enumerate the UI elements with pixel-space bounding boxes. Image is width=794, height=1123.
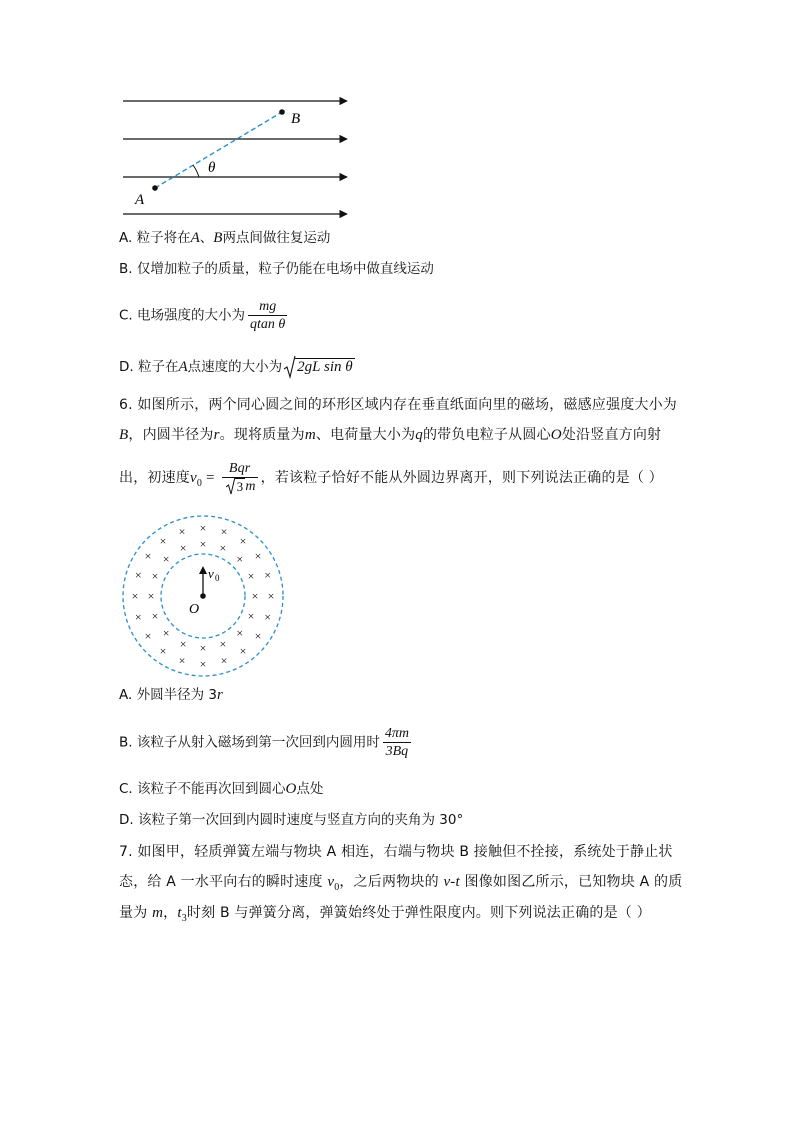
text: ，之后两物块的 [339,874,444,890]
field-cross: × [159,534,167,548]
var: v [327,874,335,890]
radicand: 3 [236,479,244,494]
field-cross: × [247,569,255,584]
field-cross: × [151,608,159,623]
label-o: O [189,602,200,617]
var: m [152,905,164,921]
text: 点速度的大小为 [187,359,283,375]
fraction [248,298,287,333]
q5-option-c [119,298,290,333]
field-cross: × [236,552,244,567]
subscript: 3 [181,912,187,924]
text: 处沿竖直方向射 [561,427,662,443]
field-cross: × [199,537,207,551]
q6-stem-line2 [119,425,661,445]
var: O [285,781,297,797]
text: 时刻 B 与弹簧分离，弹簧始终处于弹性限度内。则下列说法正确的是（ ） [186,905,651,921]
denominator [222,478,258,496]
text: 量为 [119,905,153,921]
field-cross: × [147,589,155,603]
var: t [177,905,182,921]
label-b: B [291,111,301,127]
center-point [200,593,206,599]
field-cross: × [239,644,247,658]
field-cross: × [162,552,170,567]
point-b [279,109,285,115]
denominator: qtan θ [250,317,286,332]
radicand: 2gL sin θ [297,359,353,375]
field-cross: × [264,568,272,582]
q5-option-d [119,357,355,377]
equals: = [202,470,219,486]
field-cross: × [178,524,186,539]
label-v-sub: 0 [215,573,220,583]
q5-option-a [119,228,330,248]
text: ，若该粒子恰好不能从外圆边界离开，则下列说法正确的是（ ） [260,470,663,486]
var: v-t [443,874,460,890]
numerator: Bqr [222,460,258,478]
field-cross: × [151,569,159,584]
q6-option-b [119,725,414,760]
field-cross: × [199,521,207,535]
text: 。现将质量为 [219,427,305,443]
numerator: mg [248,298,287,316]
var: m [304,427,316,443]
text: C. 该粒子不能再次回到圆心 [119,781,286,797]
label-v: v [208,566,214,581]
label-a: A [135,192,145,208]
radical-sign [284,355,296,379]
field-cross: × [239,534,247,548]
var: B [213,230,223,246]
text: 、 [199,230,214,246]
velocity-arrowhead [199,566,207,574]
field-cross: × [134,610,142,624]
label-theta: θ [208,160,216,176]
field-diagram [115,88,360,223]
field-cross: × [162,625,170,640]
sqrt-expression [284,357,354,377]
field-cross: × [179,541,187,555]
denominator: 3Bq [385,744,409,759]
text: A. 粒子将在 [119,230,191,246]
var: m [245,479,256,495]
text: C. 电场强度的大小为 [119,307,246,324]
var: B [119,427,129,443]
var: r [216,687,223,703]
radical-sign [226,476,236,496]
q7-stem-line3 [119,903,651,929]
field-cross: × [144,549,152,563]
var: O [550,427,562,443]
q5-option-b: B. 仅增加粒子的质量，粒子仍能在电场中做直线运动 [119,261,434,277]
text: ， [163,905,178,921]
field-cross: × [254,629,262,643]
fraction [383,725,411,760]
text: 态，给 A 一水平向右的瞬时速度 [119,874,328,890]
field-cross: × [178,653,186,668]
field-cross: × [236,625,244,640]
fraction [222,460,258,496]
point-a [152,185,158,191]
var: v [190,470,197,486]
subscript: 0 [196,477,203,489]
field-cross: × [251,589,259,603]
text: 两点间做往复运动 [222,230,331,246]
field-cross: × [264,610,272,624]
field-cross: × [159,644,167,658]
field-cross: × [267,589,275,603]
text: 图像如图乙所示，已知物块 A 的质 [459,874,683,890]
field-cross: × [131,589,139,603]
sqrt-expression [226,478,246,496]
q6-option-c [119,779,323,799]
field-cross: × [199,641,207,655]
q7-stem-line1: 7. 如图甲，轻质弹簧左端与物块 A 相连，右端与物块 B 接触但不拴接，系统处于静止状 [119,844,673,860]
text: B. 该粒子从射入磁场到第一次回到内圆用时 [119,734,380,751]
q7-stem-line2 [119,872,682,898]
field-cross: × [179,637,187,651]
var: A [190,230,200,246]
text: A. 外圆半径为 3 [119,687,217,703]
field-cross: × [199,657,207,671]
field-cross: × [220,524,228,539]
magnetic-ring-diagram [119,514,287,678]
field-cross: × [144,629,152,643]
q6-option-d: D. 该粒子第一次回到内圆时速度与竖直方向的夹角为 30° [119,812,464,828]
field-cross: × [134,568,142,582]
var: A [178,359,188,375]
q6-stem-line1: 6. 如图所示，两个同心圆之间的环形区域内存在垂直纸面向里的磁场，磁感应强度大小为 [119,397,678,413]
subscript: 0 [334,881,340,893]
field-cross: × [220,653,228,668]
q6-option-a [119,685,223,705]
text: 出，初速度 [119,470,190,486]
text: 点处 [296,781,324,797]
field-cross: × [247,608,255,623]
theta-arc [193,165,199,177]
field-cross: × [254,549,262,563]
var: q [415,427,423,443]
field-cross: × [219,541,227,555]
text: 的带负电粒子从圆心 [422,427,551,443]
field-cross: × [219,637,227,651]
q6-stem-line3 [119,460,663,496]
text: 、电荷量大小为 [315,427,416,443]
text: ，内圆半径为 [128,427,214,443]
numerator: 4πm [384,726,409,741]
text: D. 粒子在 [119,359,179,375]
var: r [213,427,220,443]
